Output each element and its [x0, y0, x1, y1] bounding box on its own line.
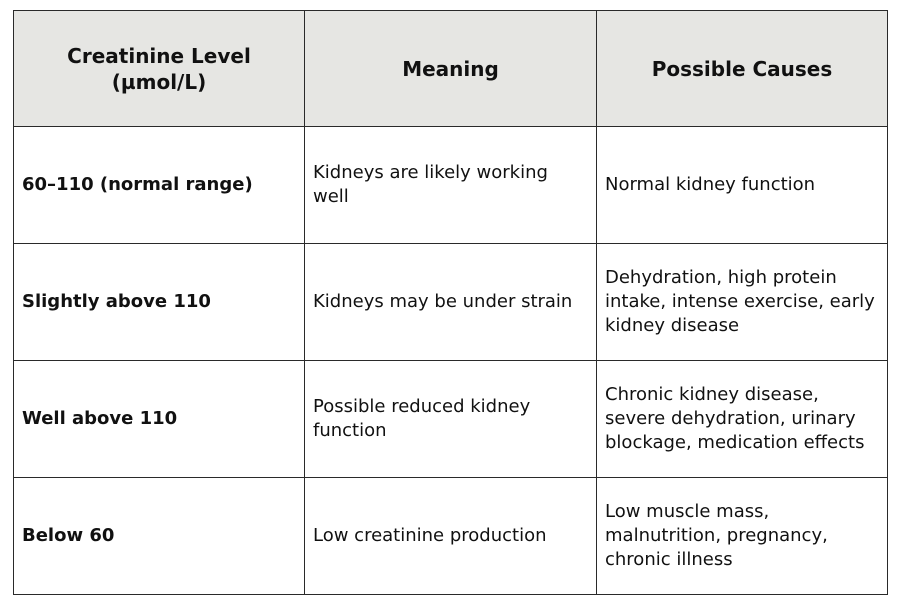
cell-causes: Chronic kidney disease, severe dehydration, urinary blockage, medication effects	[597, 361, 888, 478]
cell-meaning: Low creatinine production	[305, 478, 597, 595]
table-row	[14, 244, 888, 361]
header-meaning: Meaning	[305, 11, 597, 127]
cell-causes: Dehydration, high protein intake, intense exercise, early kidney disease	[597, 244, 888, 361]
table-row	[14, 127, 888, 244]
cell-causes: Low muscle mass, malnutrition, pregnancy, chronic illness	[597, 478, 888, 595]
cell-meaning: Kidneys are likely working well	[305, 127, 597, 244]
cell-level: 60–110 (normal range)	[14, 127, 305, 244]
cell-meaning: Possible reduced kidney function	[305, 361, 597, 478]
cell-causes: Normal kidney function	[597, 127, 888, 244]
cell-level: Well above 110	[14, 361, 305, 478]
cell-level: Slightly above 110	[14, 244, 305, 361]
cell-level: Below 60	[14, 478, 305, 595]
creatinine-table-container	[13, 10, 887, 595]
table-row	[14, 361, 888, 478]
header-creatinine-level: Creatinine Level (µmol/L)	[14, 11, 305, 127]
header-possible-causes: Possible Causes	[597, 11, 888, 127]
table-row	[14, 478, 888, 595]
table-header-row	[14, 11, 888, 127]
creatinine-table	[13, 10, 888, 595]
cell-meaning: Kidneys may be under strain	[305, 244, 597, 361]
